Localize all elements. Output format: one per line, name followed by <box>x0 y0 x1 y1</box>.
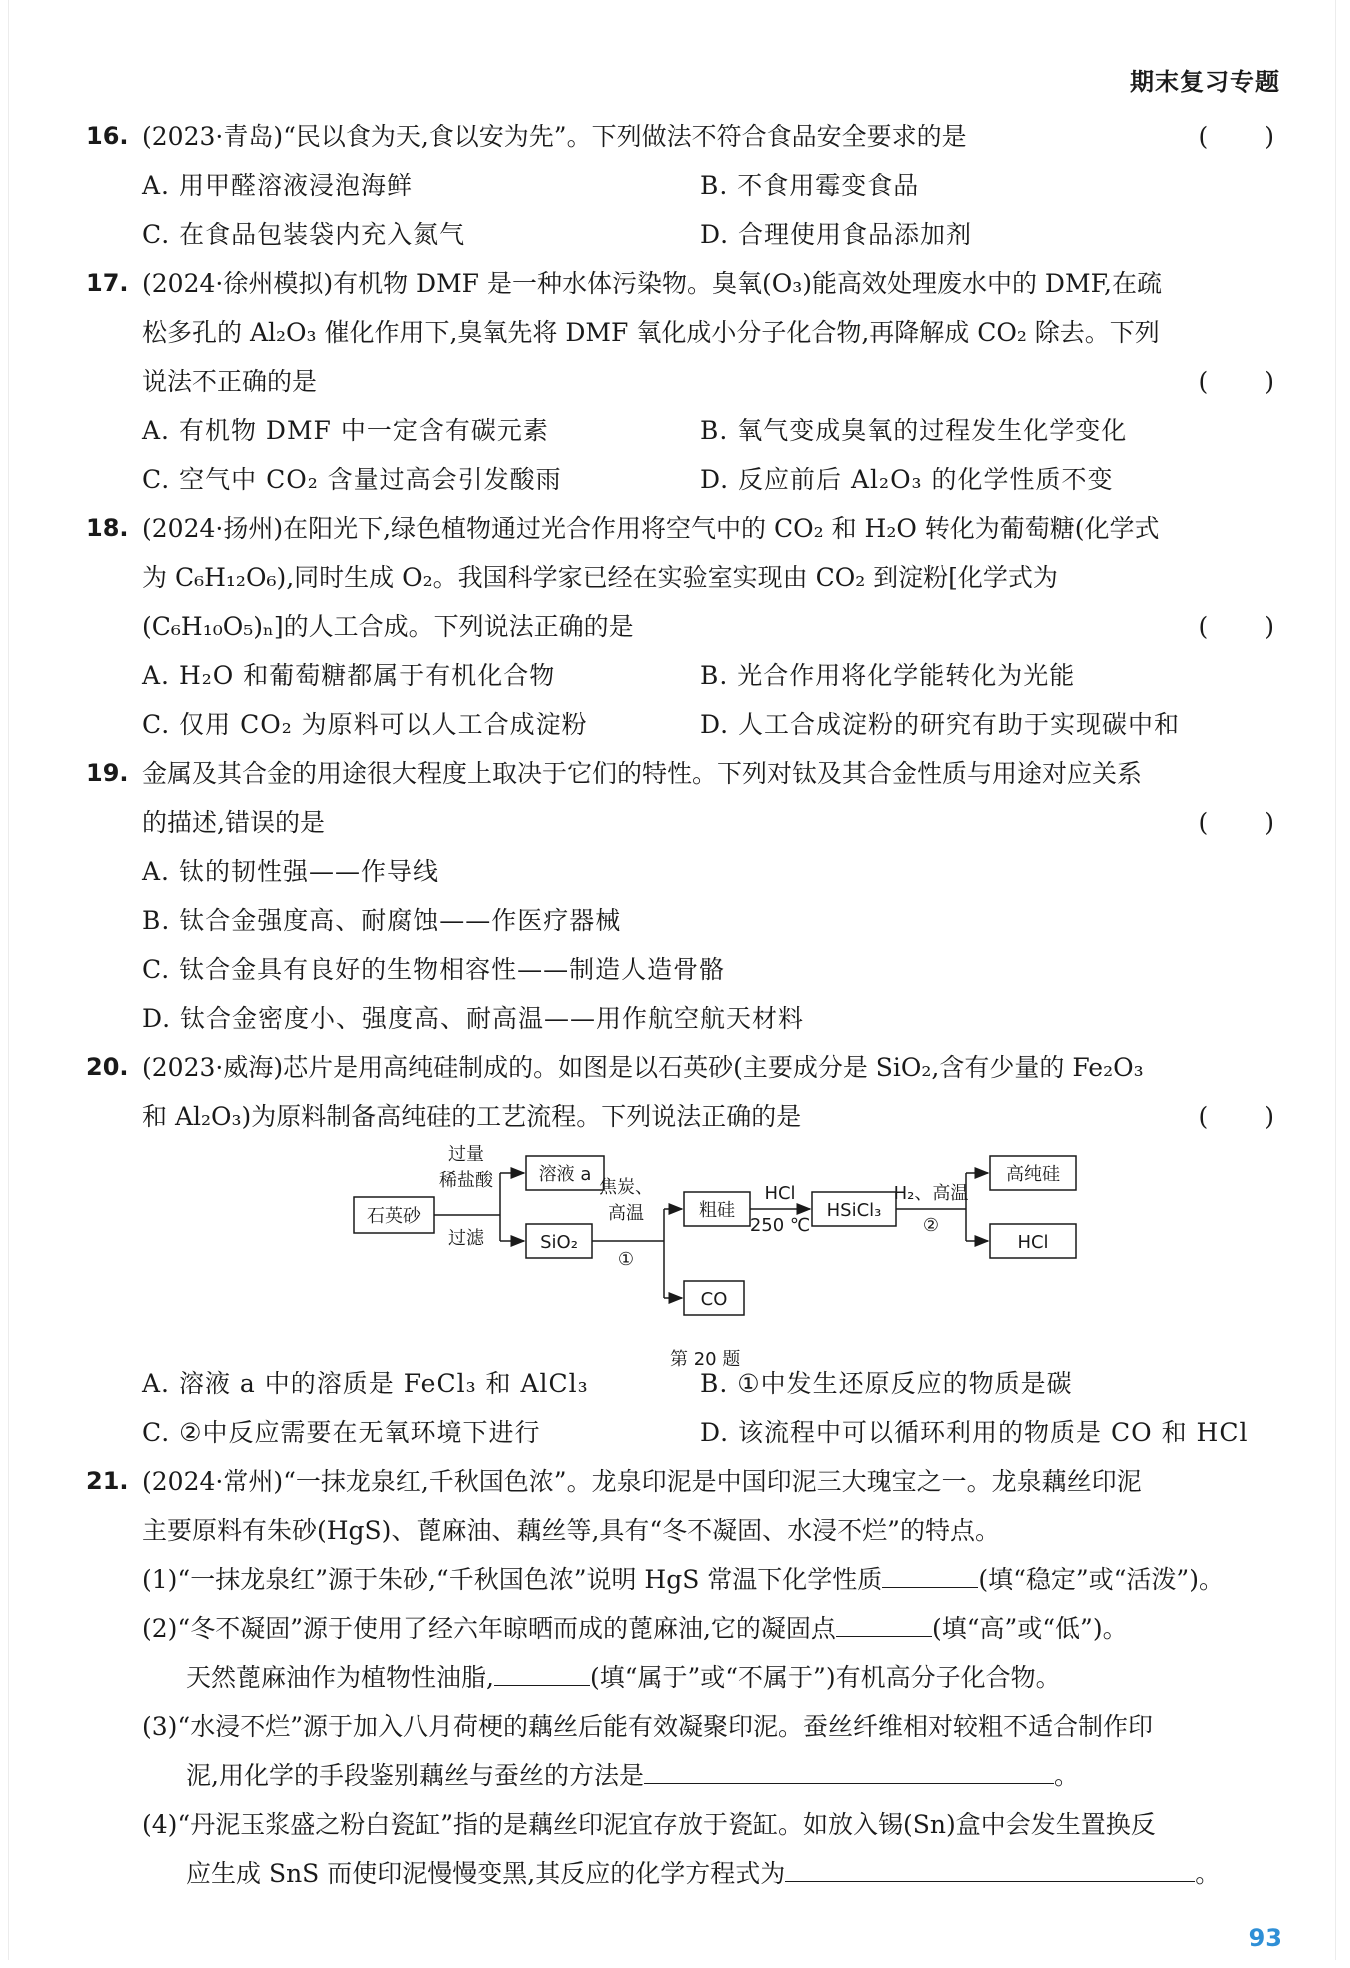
options-row <box>86 945 1276 994</box>
question-number: 20. <box>86 1053 129 1081</box>
question-text-line <box>86 553 1276 602</box>
question-text: (2024·常州)“一抹龙泉红,千秋国色浓”。龙泉印泥是中国印泥三大瑰宝之一。龙泉藕丝印泥 <box>142 1467 1142 1496</box>
subquestion-text: (2)“冬不凝固”源于使用了经六年晾晒而成的蓖麻油,它的凝固点 <box>142 1614 836 1643</box>
answer-blank[interactable] <box>785 1855 1195 1882</box>
process-flow-diagram <box>86 1141 1276 1370</box>
answer-blank[interactable] <box>836 1610 932 1637</box>
figure-caption: 第 20 题 <box>670 1349 741 1370</box>
question-21 <box>86 1457 1276 1506</box>
option-c: C. 空气中 CO₂ 含量过高会引发酸雨 <box>142 465 562 494</box>
question-number: 19. <box>86 759 129 787</box>
subquestion-1 <box>86 1555 1276 1604</box>
options-row <box>86 700 1276 749</box>
hcl-label: HCl <box>1017 1232 1049 1253</box>
question-number: 17. <box>86 269 129 297</box>
subquestion-2-continued <box>86 1653 1276 1702</box>
answer-blank[interactable] <box>882 1561 978 1588</box>
option-b: B. 氧气变成臭氧的过程发生化学变化 <box>700 416 1128 445</box>
question-text-line <box>86 1506 1276 1555</box>
option-d: D. 人工合成淀粉的研究有助于实现碳中和 <box>700 710 1181 739</box>
subquestion-3 <box>86 1702 1276 1751</box>
step4-number: ② <box>922 1215 940 1236</box>
quartz-label: 石英砂 <box>367 1206 421 1227</box>
question-text: (C₆H₁₀O₅)ₙ]的人工合成。下列说法正确的是 <box>142 612 634 641</box>
option-d: D. 钛合金密度小、强度高、耐高温——用作航空航天材料 <box>142 1004 805 1033</box>
option-d: D. 反应前后 Al₂O₃ 的化学性质不变 <box>700 465 1114 494</box>
question-text-line <box>86 1092 1276 1141</box>
subquestion-text: 泥,用化学的手段鉴别藕丝与蚕丝的方法是 <box>186 1761 644 1790</box>
option-b: B. ①中发生还原反应的物质是碳 <box>700 1369 1073 1398</box>
step3-condition: 250 ℃ <box>749 1215 811 1236</box>
step1-reagent-1: 过量 <box>448 1144 484 1165</box>
options-row <box>86 455 1276 504</box>
question-text: 金属及其合金的用途很大程度上取决于它们的特性。下列对钛及其合金性质与用途对应关系 <box>142 759 1143 788</box>
step4-reagent: H₂、高温 <box>893 1183 969 1204</box>
option-b: B. 光合作用将化学能转化为光能 <box>700 661 1076 690</box>
subquestion-text: (4)“丹泥玉浆盛之粉白瓷缸”指的是藕丝印泥宜存放于瓷缸。如放入锡(Sn)盒中会发生置换反 <box>142 1810 1156 1839</box>
page-header-title: 期末复习专题 <box>1130 68 1280 96</box>
answer-paren: ( ) <box>1198 1102 1276 1131</box>
question-17 <box>86 259 1276 308</box>
page-number: 93 <box>1248 1924 1282 1952</box>
step2-reagent-2: 高温 <box>608 1203 644 1224</box>
question-text: 松多孔的 Al₂O₃ 催化作用下,臭氧先将 DMF 氧化成小分子化合物,再降解成 CO₂ 除去。下列 <box>142 318 1160 347</box>
answer-paren: ( ) <box>1198 808 1276 837</box>
subquestion-text: (3)“水浸不烂”源于加入八月荷梗的藕丝后能有效凝聚印泥。蚕丝纤维相对较粗不适合制作印 <box>142 1712 1153 1741</box>
subquestion-4 <box>86 1800 1276 1849</box>
question-number: 16. <box>86 122 129 150</box>
options-row <box>86 1408 1276 1457</box>
line-end-period: 。 <box>1053 1761 1079 1790</box>
option-c: C. 仅用 CO₂ 为原料可以人工合成淀粉 <box>142 710 588 739</box>
options-row <box>86 406 1276 455</box>
question-20 <box>86 1043 1276 1092</box>
option-b: B. 钛合金强度高、耐腐蚀——作医疗器械 <box>142 906 622 935</box>
answer-paren: ( ) <box>1198 122 1276 151</box>
step1-reagent-2: 稀盐酸 <box>439 1170 493 1191</box>
step1-operation: 过滤 <box>448 1228 484 1249</box>
question-19 <box>86 749 1276 798</box>
option-c: C. ②中反应需要在无氧环境下进行 <box>142 1418 541 1447</box>
question-text: 和 Al₂O₃)为原料制备高纯硅的工艺流程。下列说法正确的是 <box>142 1102 802 1131</box>
pure-si-label: 高纯硅 <box>1006 1164 1060 1185</box>
question-text-line <box>86 602 1276 651</box>
options-row <box>86 210 1276 259</box>
subquestion-4-continued <box>86 1849 1276 1898</box>
question-text-line <box>86 308 1276 357</box>
subquestion-hint: (填“稳定”或“活泼”)。 <box>978 1565 1224 1594</box>
options-row <box>86 994 1276 1043</box>
options-row <box>86 896 1276 945</box>
options-row <box>86 847 1276 896</box>
question-text: (2023·青岛)“民以食为天,食以安为先”。下列做法不符合食品安全要求的是 <box>142 122 967 151</box>
question-number: 18. <box>86 514 129 542</box>
question-text: (2023·威海)芯片是用高纯硅制成的。如图是以石英砂(主要成分是 SiO₂,含有少量的 Fe₂O₃ <box>142 1053 1144 1082</box>
answer-blank[interactable] <box>644 1757 1054 1784</box>
subquestion-text: 天然蓖麻油作为植物性油脂, <box>186 1663 494 1692</box>
solution-a-label: 溶液 a <box>538 1164 592 1185</box>
subquestion-text: 应生成 SnS 而使印泥慢慢变黑,其反应的化学方程式为 <box>186 1859 786 1888</box>
answer-blank[interactable] <box>494 1659 590 1686</box>
line-end-period: 。 <box>1195 1859 1221 1888</box>
question-text-line <box>86 798 1276 847</box>
option-a: A. 有机物 DMF 中一定含有碳元素 <box>142 416 549 445</box>
crude-si-label: 粗硅 <box>699 1200 735 1221</box>
question-text: (2024·徐州模拟)有机物 DMF 是一种水体污染物。臭氧(O₃)能高效处理废水中的 DMF,在疏 <box>142 269 1162 298</box>
question-number: 21. <box>86 1467 129 1495</box>
option-b: B. 不食用霉变食品 <box>700 171 920 200</box>
option-a: A. 用甲醛溶液浸泡海鲜 <box>142 171 413 200</box>
sio2-label: SiO₂ <box>540 1232 578 1253</box>
question-text: (2024·扬州)在阳光下,绿色植物通过光合作用将空气中的 CO₂ 和 H₂O 转化为葡萄糖(化学式 <box>142 514 1160 543</box>
step2-number: ① <box>617 1249 635 1270</box>
subquestion-3-continued <box>86 1751 1276 1800</box>
hsicl3-label: HSiCl₃ <box>826 1200 882 1221</box>
question-text: 主要原料有朱砂(HgS)、蓖麻油、藕丝等,具有“冬不凝固、水浸不烂”的特点。 <box>142 1516 1000 1545</box>
option-a: A. 钛的韧性强——作导线 <box>142 857 439 886</box>
options-row <box>86 651 1276 700</box>
option-c: C. 钛合金具有良好的生物相容性——制造人造骨骼 <box>142 955 726 984</box>
answer-paren: ( ) <box>1198 367 1276 396</box>
flow-diagram-svg <box>86 1141 1276 1337</box>
option-d: D. 该流程中可以循环利用的物质是 CO 和 HCl <box>700 1418 1249 1447</box>
subquestion-text: (1)“一抹龙泉红”源于朱砂,“千秋国色浓”说明 HgS 常温下化学性质 <box>142 1565 883 1594</box>
answer-paren: ( ) <box>1198 612 1276 641</box>
option-a: A. H₂O 和葡萄糖都属于有机化合物 <box>142 661 556 690</box>
subquestion-hint: (填“高”或“低”)。 <box>931 1614 1128 1643</box>
question-text: 说法不正确的是 <box>142 367 318 396</box>
question-text: 的描述,错误的是 <box>142 808 325 837</box>
question-text-line <box>86 357 1276 406</box>
option-a: A. 溶液 a 中的溶质是 FeCl₃ 和 AlCl₃ <box>142 1369 589 1398</box>
step3-reagent: HCl <box>764 1183 796 1204</box>
question-16 <box>86 112 1276 161</box>
question-list <box>86 112 1276 1898</box>
subquestion-hint: (填“属于”或“不属于”)有机高分子化合物。 <box>589 1663 1061 1692</box>
options-row <box>86 161 1276 210</box>
subquestion-2 <box>86 1604 1276 1653</box>
step2-reagent-1: 焦炭、 <box>599 1177 653 1198</box>
options-row <box>86 1359 1276 1408</box>
option-d: D. 合理使用食品添加剂 <box>700 220 973 249</box>
co-label: CO <box>700 1289 728 1310</box>
question-text: 为 C₆H₁₂O₆),同时生成 O₂。我国科学家已经在实验室实现由 CO₂ 到淀粉[化学式为 <box>142 563 1058 592</box>
question-18 <box>86 504 1276 553</box>
option-c: C. 在食品包装袋内充入氮气 <box>142 220 466 249</box>
